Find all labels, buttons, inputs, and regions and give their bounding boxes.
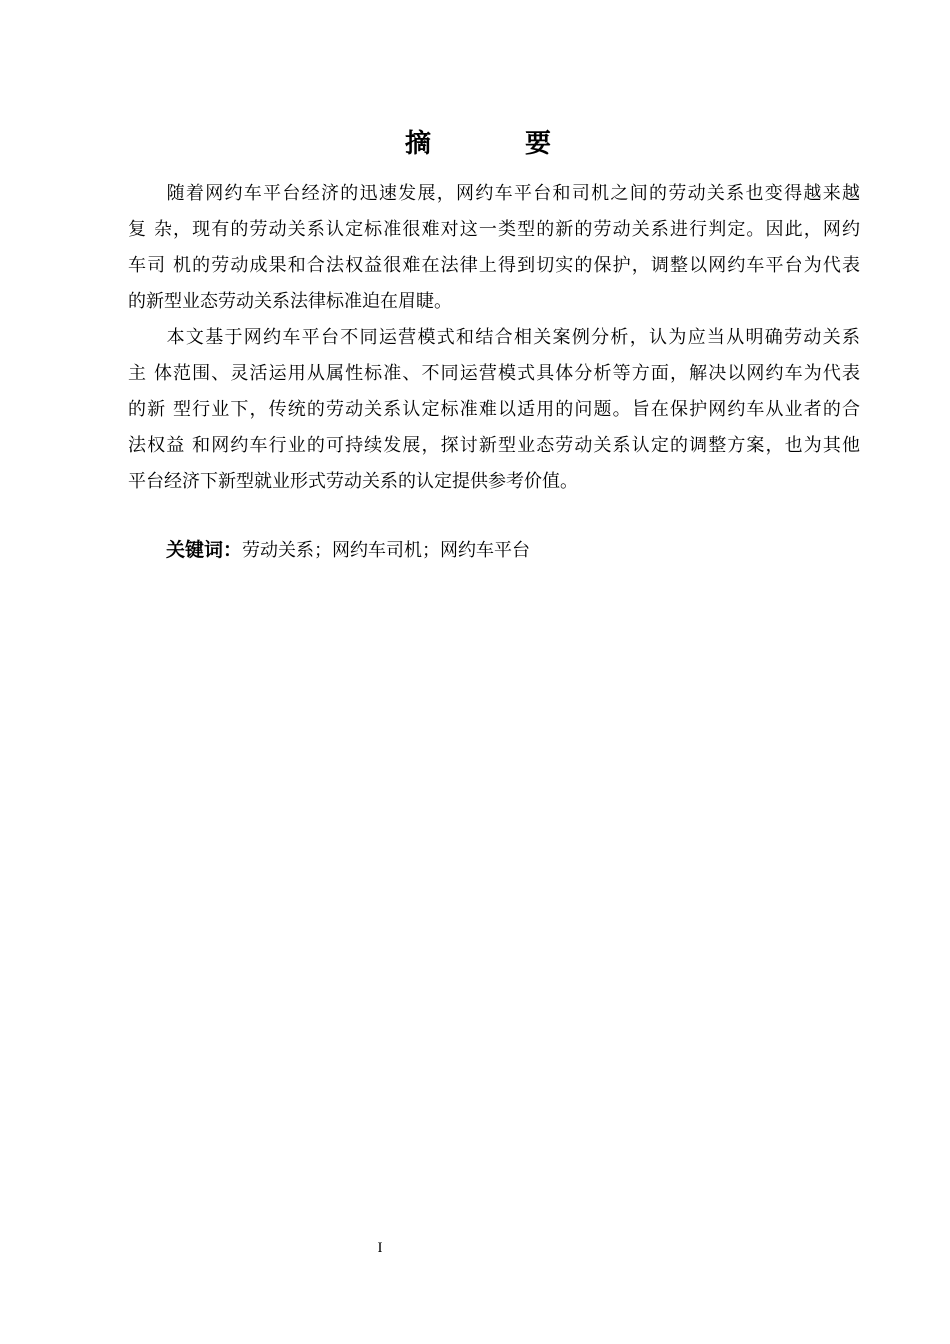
keywords-text: 劳动关系；网约车司机；网约车平台 (242, 540, 531, 561)
page-number: I (377, 1240, 383, 1256)
paragraph-line: 复 杂，现有的劳动关系认定标准很难对这一类型的新的劳动关系进行判定。因此，网约 (128, 219, 860, 240)
paragraph-line: 主 体范围、灵活运用从属性标准、不同运营模式具体分析等方面，解决以网约车为代表 (128, 363, 860, 384)
keywords-label: 关键词： (166, 539, 243, 561)
paragraph-line: 法权益 和网约车行业的可持续发展，探讨新型业态劳动关系认定的调整方案，也为其他 (128, 435, 860, 456)
paragraph-line: 平台经济下新型就业形式劳动关系的认定提供参考价值。 (128, 471, 578, 492)
abstract-title: 摘 要 (404, 129, 585, 159)
paragraph-line: 本文基于网约车平台不同运营模式和结合相关案例分析，认为应当从明确劳动关系 (128, 327, 860, 348)
paragraph-line: 车司 机的劳动成果和合法权益很难在法律上得到切实的保护，调整以网约车平台为代表 (128, 255, 860, 276)
abstract-paragraph-1 (128, 176, 860, 320)
paragraph-line: 的新型业态劳动关系法律标准迫在眉睫。 (128, 291, 452, 312)
paragraph-line: 随着网约车平台经济的迅速发展，网约车平台和司机之间的劳动关系也变得越来越 (128, 183, 860, 204)
abstract-body (128, 176, 860, 500)
paragraph-line: 的新 型行业下，传统的劳动关系认定标准难以适用的问题。旨在保护网约车从业者的合 (128, 399, 860, 420)
abstract-paragraph-2 (128, 320, 860, 500)
keywords (166, 534, 530, 567)
